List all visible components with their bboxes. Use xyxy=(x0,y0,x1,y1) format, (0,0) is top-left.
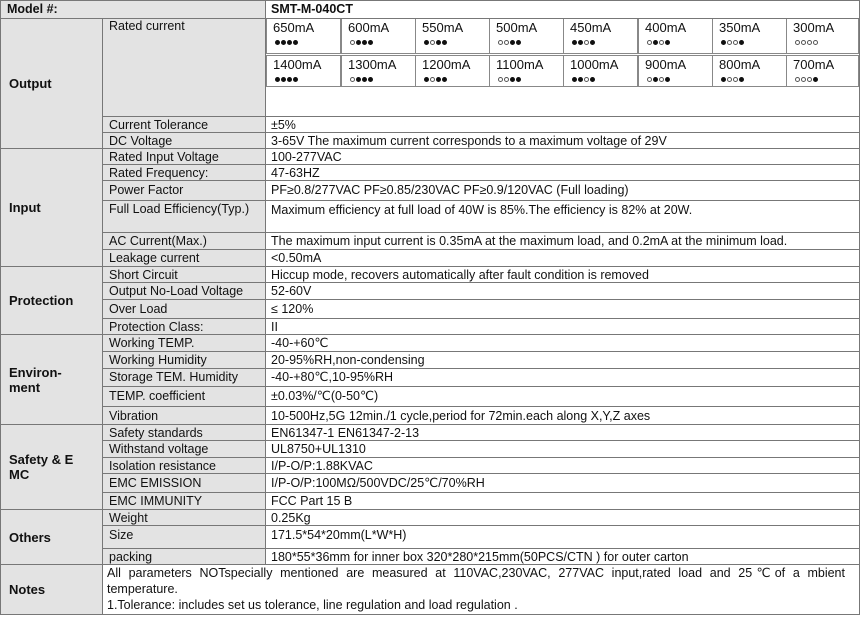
param-current-tolerance: Current Tolerance xyxy=(102,116,266,133)
dip-on-dot xyxy=(813,77,818,82)
dip-off-dot xyxy=(584,77,589,82)
current-option-label: 550mA xyxy=(422,20,464,35)
value-size: 171.5*54*20mm(L*W*H) xyxy=(265,525,860,549)
current-option-label: 400mA xyxy=(645,20,687,35)
value-vibration: 10-500Hz,5G 12min./1 cycle,period for 72min.each along X,Y,Z axes xyxy=(265,406,860,425)
value-ac-current: The maximum input current is 0.35mA at the maximum load, and 0.2mA at the minimum load. xyxy=(265,232,860,250)
value-temp-coefficient: ±0.03%/℃(0-50℃) xyxy=(265,386,860,407)
value-working-temp: -40-+60℃ xyxy=(265,334,860,352)
category-others: Others xyxy=(0,509,103,565)
dip-switch-pattern-icon xyxy=(721,40,744,45)
dip-on-dot xyxy=(293,40,298,45)
rated-current-label: Rated current xyxy=(102,18,266,117)
dip-off-dot xyxy=(350,77,355,82)
dip-off-dot xyxy=(584,40,589,45)
dip-on-dot xyxy=(653,77,658,82)
model-label: Model #: xyxy=(0,0,266,19)
current-option-label: 500mA xyxy=(496,20,538,35)
dip-on-dot xyxy=(293,77,298,82)
dip-on-dot xyxy=(739,40,744,45)
dip-on-dot xyxy=(572,77,577,82)
dip-on-dot xyxy=(590,77,595,82)
dip-switch-pattern-icon xyxy=(424,77,447,82)
param-size: Size xyxy=(102,525,266,549)
dip-on-dot xyxy=(721,40,726,45)
param-leakage-current: Leakage current xyxy=(102,249,266,267)
dip-switch-pattern-icon xyxy=(647,40,670,45)
dip-on-dot xyxy=(275,77,280,82)
dip-on-dot xyxy=(424,77,429,82)
current-option-label: 1400mA xyxy=(273,57,322,72)
dip-off-dot xyxy=(430,40,435,45)
param-ac-current: AC Current(Max.) xyxy=(102,232,266,250)
current-option-label: 700mA xyxy=(793,57,835,72)
dip-on-dot xyxy=(572,40,577,45)
value-rated-input-voltage: 100-277VAC xyxy=(265,148,860,165)
value-storage-humidity: -40-+80℃,10-95%RH xyxy=(265,368,860,387)
dip-on-dot xyxy=(442,77,447,82)
param-rated-input-voltage: Rated Input Voltage xyxy=(102,148,266,165)
dip-on-dot xyxy=(436,40,441,45)
dip-on-dot xyxy=(590,40,595,45)
category-environment xyxy=(0,334,103,425)
dip-on-dot xyxy=(362,40,367,45)
dip-on-dot xyxy=(275,40,280,45)
dip-on-dot xyxy=(436,77,441,82)
current-option-label: 800mA xyxy=(719,57,761,72)
dip-on-dot xyxy=(368,77,373,82)
dip-off-dot xyxy=(498,40,503,45)
current-option-700ma xyxy=(786,55,859,87)
param-working-temp: Working TEMP. xyxy=(102,334,266,352)
rated-current-grid xyxy=(265,18,860,117)
dip-off-dot xyxy=(647,77,652,82)
dip-off-dot xyxy=(795,40,800,45)
dip-on-dot xyxy=(510,40,515,45)
param-protection-class: Protection Class: xyxy=(102,318,266,335)
dip-on-dot xyxy=(578,77,583,82)
value-current-tolerance: ±5% xyxy=(265,116,860,133)
dip-off-dot xyxy=(733,77,738,82)
dip-on-dot xyxy=(665,40,670,45)
current-option-1100ma xyxy=(489,55,564,87)
current-option-450ma xyxy=(563,18,638,54)
param-packing: packing xyxy=(102,548,266,565)
category-output: Output xyxy=(0,18,103,149)
dip-switch-pattern-icon xyxy=(350,77,373,82)
dip-on-dot xyxy=(356,77,361,82)
current-option-label: 300mA xyxy=(793,20,835,35)
dip-on-dot xyxy=(287,77,292,82)
dip-on-dot xyxy=(424,40,429,45)
dip-off-dot xyxy=(801,77,806,82)
dip-switch-pattern-icon xyxy=(647,77,670,82)
dip-switch-pattern-icon xyxy=(721,77,744,82)
value-emc-emission: I/P-O/P:100MΩ/500VDC/25℃/70%RH xyxy=(265,473,860,493)
value-short-circuit: Hiccup mode, recovers automatically after fault condition is removed xyxy=(265,266,860,283)
category-environment-label: Environ-ment xyxy=(9,364,62,395)
param-emc-immunity: EMC IMMUNITY xyxy=(102,492,266,510)
dip-switch-pattern-icon xyxy=(572,77,595,82)
current-option-650ma xyxy=(266,18,341,54)
current-option-400ma xyxy=(638,18,713,54)
current-option-800ma xyxy=(712,55,787,87)
value-power-factor: PF≥0.8/277VAC PF≥0.85/230VAC PF≥0.9/120VAC (Full loading) xyxy=(265,180,860,201)
current-option-550ma xyxy=(415,18,490,54)
param-weight: Weight xyxy=(102,509,266,526)
dip-on-dot xyxy=(368,40,373,45)
current-option-600ma xyxy=(341,18,416,54)
dip-on-dot xyxy=(653,40,658,45)
param-vibration: Vibration xyxy=(102,406,266,425)
dip-on-dot xyxy=(578,40,583,45)
value-isolation-resistance: I/P-O/P:1.88KVAC xyxy=(265,457,860,474)
dip-off-dot xyxy=(813,40,818,45)
dip-off-dot xyxy=(727,77,732,82)
dip-on-dot xyxy=(287,40,292,45)
category-safety-emc-label: Safety & E MC xyxy=(9,452,74,482)
current-option-label: 1000mA xyxy=(570,57,619,72)
notes-line-1: All parameters NOTspecially mentioned are measured at 110VAC,230VAC, 277VAC input,rated load and 25℃of a mbient temperature. xyxy=(107,566,845,596)
current-option-label: 600mA xyxy=(348,20,390,35)
dip-on-dot xyxy=(442,40,447,45)
dip-on-dot xyxy=(281,77,286,82)
param-rated-frequency: Rated Frequency: xyxy=(102,164,266,181)
dip-on-dot xyxy=(516,40,521,45)
param-short-circuit: Short Circuit xyxy=(102,266,266,283)
param-working-humidity: Working Humidity xyxy=(102,351,266,369)
dip-off-dot xyxy=(795,77,800,82)
dip-on-dot xyxy=(665,77,670,82)
value-leakage-current: <0.50mA xyxy=(265,249,860,267)
dip-switch-pattern-icon xyxy=(275,77,298,82)
dip-switch-pattern-icon xyxy=(498,77,521,82)
dip-off-dot xyxy=(504,77,509,82)
param-no-load-voltage: Output No-Load Voltage xyxy=(102,282,266,300)
dip-off-dot xyxy=(727,40,732,45)
current-option-label: 900mA xyxy=(645,57,687,72)
current-option-1200ma xyxy=(415,55,490,87)
param-dc-voltage: DC Voltage xyxy=(102,132,266,149)
dip-off-dot xyxy=(807,77,812,82)
dip-off-dot xyxy=(659,77,664,82)
value-over-load: ≤ 120% xyxy=(265,299,860,319)
current-option-1400ma xyxy=(266,55,341,87)
notes-text xyxy=(102,564,860,615)
current-option-1300ma xyxy=(341,55,416,87)
param-temp-coefficient: TEMP. coefficient xyxy=(102,386,266,407)
param-full-load-efficiency: Full Load Efficiency(Typ.) xyxy=(102,200,266,233)
dip-switch-pattern-icon xyxy=(795,40,818,45)
value-rated-frequency: 47-63HZ xyxy=(265,164,860,181)
current-option-label: 350mA xyxy=(719,20,761,35)
dip-switch-pattern-icon xyxy=(572,40,595,45)
param-storage-humidity: Storage TEM. Humidity xyxy=(102,368,266,387)
current-option-label: 1300mA xyxy=(348,57,397,72)
dip-off-dot xyxy=(498,77,503,82)
value-protection-class: II xyxy=(265,318,860,335)
value-emc-immunity: FCC Part 15 B xyxy=(265,492,860,510)
value-safety-standards: EN61347-1 EN61347-2-13 xyxy=(265,424,860,441)
value-full-load-efficiency: Maximum efficiency at full load of 40W is 85%.The efficiency is 82% at 20W. xyxy=(265,200,860,233)
category-input: Input xyxy=(0,148,103,267)
dip-on-dot xyxy=(516,77,521,82)
value-no-load-voltage: 52-60V xyxy=(265,282,860,300)
param-safety-standards: Safety standards xyxy=(102,424,266,441)
dip-on-dot xyxy=(356,40,361,45)
dip-on-dot xyxy=(721,77,726,82)
dip-on-dot xyxy=(362,77,367,82)
value-packing: 180*55*36mm for inner box 320*280*215mm(50PCS/CTN ) for outer carton xyxy=(265,548,860,565)
current-option-label: 1100mA xyxy=(496,57,544,72)
current-option-350ma xyxy=(712,18,787,54)
dip-off-dot xyxy=(733,40,738,45)
dip-off-dot xyxy=(801,40,806,45)
param-withstand-voltage: Withstand voltage xyxy=(102,440,266,458)
model-number: SMT-M-040CT xyxy=(265,0,860,19)
dip-on-dot xyxy=(281,40,286,45)
param-emc-emission: EMC EMISSION xyxy=(102,473,266,493)
category-protection: Protection xyxy=(0,266,103,335)
dip-off-dot xyxy=(430,77,435,82)
dip-switch-pattern-icon xyxy=(498,40,521,45)
category-safety-emc xyxy=(0,424,103,510)
dip-switch-pattern-icon xyxy=(275,40,298,45)
current-option-300ma xyxy=(786,18,859,54)
value-working-humidity: 20-95%RH,non-condensing xyxy=(265,351,860,369)
value-dc-voltage: 3-65V The maximum current corresponds to a maximum voltage of 29V xyxy=(265,132,860,149)
current-option-label: 450mA xyxy=(570,20,612,35)
dip-off-dot xyxy=(807,40,812,45)
dip-on-dot xyxy=(510,77,515,82)
param-isolation-resistance: Isolation resistance xyxy=(102,457,266,474)
param-power-factor: Power Factor xyxy=(102,180,266,201)
notes-line-2: 1.Tolerance: includes set us tolerance, line regulation and load regulation . xyxy=(107,598,518,612)
value-weight: 0.25Kg xyxy=(265,509,860,526)
current-option-900ma xyxy=(638,55,713,87)
param-over-load: Over Load xyxy=(102,299,266,319)
current-option-label: 650mA xyxy=(273,20,315,35)
dip-switch-pattern-icon xyxy=(350,40,373,45)
current-option-1000ma xyxy=(563,55,638,87)
dip-off-dot xyxy=(647,40,652,45)
value-withstand-voltage: UL8750+UL1310 xyxy=(265,440,860,458)
dip-on-dot xyxy=(739,77,744,82)
dip-off-dot xyxy=(350,40,355,45)
dip-off-dot xyxy=(504,40,509,45)
current-option-label: 1200mA xyxy=(422,57,471,72)
dip-off-dot xyxy=(659,40,664,45)
dip-switch-pattern-icon xyxy=(424,40,447,45)
current-option-500ma xyxy=(489,18,564,54)
dip-switch-pattern-icon xyxy=(795,77,818,82)
category-notes: Notes xyxy=(0,564,103,615)
